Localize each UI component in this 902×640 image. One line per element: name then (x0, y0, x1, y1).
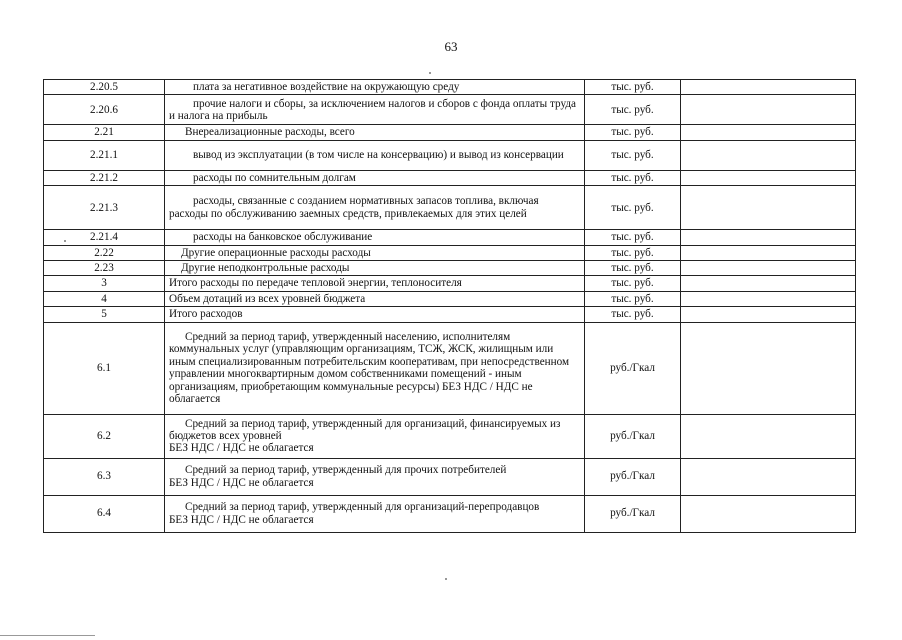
row-description: Средний за период тариф, утвержденный населению, исполнителям коммунальных услуг (управляющим организациям, ТСЖ, ЖСК, жилищным или иным специализированным потребительским кооперативам, при непосредственном управлении многоквартирным домом собственниками помещений - иным организациям, приобретающим коммунальные ресурсы) БЕЗ НДС / НДС не облагается (165, 322, 585, 414)
row-unit: тыс. руб. (585, 125, 681, 140)
row-value-cell[interactable] (681, 322, 856, 414)
row-vat-note: БЕЗ НДС / НДС не облагается (169, 476, 314, 489)
row-unit: тыс. руб. (585, 95, 681, 125)
row-description: расходы по сомнительным долгам (165, 170, 585, 185)
row-value-cell[interactable] (681, 95, 856, 125)
row-unit: руб./Гкал (585, 322, 681, 414)
row-description: Средний за период тариф, утвержденный для организаций, финансируемых из бюджетов всех уровней (169, 417, 561, 442)
row-value-cell[interactable] (681, 80, 856, 95)
table-row (44, 140, 856, 170)
table-row (44, 458, 856, 495)
row-description: Итого расходов (165, 307, 585, 322)
scan-speck (445, 578, 447, 580)
row-number: 6.1 (44, 322, 165, 414)
tariff-expense-table (43, 79, 856, 533)
row-description: расходы на банковское обслуживание (165, 230, 585, 245)
row-number: 2.20.6 (44, 95, 165, 125)
row-value-cell[interactable] (681, 458, 856, 495)
row-description: Объем дотаций из всех уровней бюджета (165, 291, 585, 306)
row-description: вывод из эксплуатации (в том числе на консервацию) и вывод из консервации (165, 140, 585, 170)
page-number: 63 (444, 39, 458, 54)
scan-speck (429, 72, 431, 74)
row-unit: тыс. руб. (585, 170, 681, 185)
row-unit: тыс. руб. (585, 140, 681, 170)
table-row (44, 276, 856, 291)
row-unit: руб./Гкал (585, 458, 681, 495)
row-number: 2.21.3 (44, 186, 165, 230)
row-description: Другие операционные расходы расходы (165, 245, 585, 260)
table-row (44, 291, 856, 306)
row-number: 2.21.2 (44, 170, 165, 185)
row-unit: руб./Гкал (585, 414, 681, 458)
row-number: 2.21.4 (44, 230, 165, 245)
row-description: плата за негативное воздействие на окружающую среду (165, 80, 585, 95)
table-row (44, 170, 856, 185)
row-number: 6.4 (44, 495, 165, 532)
row-description: Итого расходы по передаче тепловой энергии, теплоносителя (165, 276, 585, 291)
row-description: Средний за период тариф, утвержденный для организаций-перепродавцов (185, 501, 540, 514)
row-value-cell[interactable] (681, 414, 856, 458)
row-number: 6.2 (44, 414, 165, 458)
scan-edge-line (0, 635, 95, 636)
row-value-cell[interactable] (681, 245, 856, 260)
table-row (44, 495, 856, 532)
row-unit: тыс. руб. (585, 291, 681, 306)
row-number: 6.3 (44, 458, 165, 495)
row-unit: тыс. руб. (585, 276, 681, 291)
row-number: 5 (44, 307, 165, 322)
row-unit: тыс. руб. (585, 230, 681, 245)
row-value-cell[interactable] (681, 186, 856, 230)
row-number: 2.21.1 (44, 140, 165, 170)
row-unit: тыс. руб. (585, 245, 681, 260)
table-row (44, 186, 856, 230)
row-number: 3 (44, 276, 165, 291)
row-number: 2.20.5 (44, 80, 165, 95)
row-unit: тыс. руб. (585, 261, 681, 276)
row-vat-note: БЕЗ НДС / НДС не облагается (169, 513, 314, 526)
row-unit: тыс. руб. (585, 186, 681, 230)
row-description: Другие неподконтрольные расходы (165, 261, 585, 276)
row-description: расходы, связанные с созданием нормативных запасов топлива, включая расходы по обслуживанию заемных средств, привлекаемых для этих целей (165, 186, 585, 230)
row-value-cell[interactable] (681, 125, 856, 140)
row-description: прочие налоги и сборы, за исключением налогов и сборов с фонда оплаты труда и налога на прибыль (165, 95, 585, 125)
row-value-cell[interactable] (681, 230, 856, 245)
row-value-cell[interactable] (681, 276, 856, 291)
row-vat-note: БЕЗ НДС / НДС не облагается (169, 442, 314, 455)
row-value-cell[interactable] (681, 261, 856, 276)
row-number: 4 (44, 291, 165, 306)
row-unit: руб./Гкал (585, 495, 681, 532)
row-value-cell[interactable] (681, 495, 856, 532)
row-description-cell (165, 414, 585, 458)
row-unit: тыс. руб. (585, 80, 681, 95)
table-row (44, 261, 856, 276)
row-value-cell[interactable] (681, 140, 856, 170)
table-row (44, 307, 856, 322)
table-row (44, 95, 856, 125)
row-number: 2.23 (44, 261, 165, 276)
row-number: 2.22 (44, 245, 165, 260)
row-value-cell[interactable] (681, 307, 856, 322)
table-row (44, 80, 856, 95)
table-row (44, 414, 856, 458)
scan-speck (64, 240, 66, 242)
row-description: Внереализационные расходы, всего (165, 125, 585, 140)
table-row (44, 230, 856, 245)
row-number: 2.21 (44, 125, 165, 140)
table-row (44, 322, 856, 414)
row-unit: тыс. руб. (585, 307, 681, 322)
row-description-cell (165, 495, 585, 532)
row-description: Средний за период тариф, утвержденный для прочих потребителей (185, 464, 507, 477)
row-description-cell (165, 458, 585, 495)
table-row (44, 125, 856, 140)
table-row (44, 245, 856, 260)
row-value-cell[interactable] (681, 170, 856, 185)
row-value-cell[interactable] (681, 291, 856, 306)
